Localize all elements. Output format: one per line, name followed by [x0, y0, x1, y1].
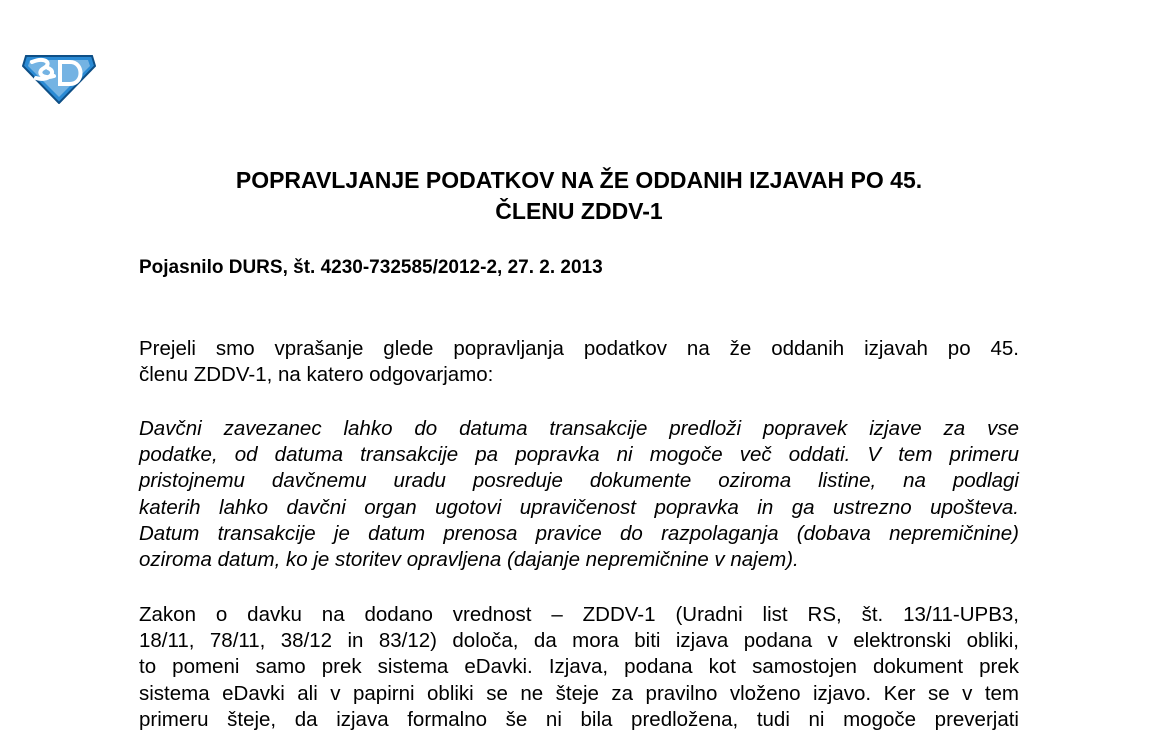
sd-shield-logo-icon [22, 50, 96, 104]
text-line: pristojnemu davčnemu uradu posreduje dokumente oziroma listine, na podlagi [139, 469, 1019, 493]
document-subtitle: Pojasnilo DURS, št. 4230-732585/2012-2, 27. 2. 2013 [139, 257, 603, 278]
title-line: POPRAVLJANJE PODATKOV NA ŽE ODDANIH IZJAVAH PO 45. [235, 167, 923, 193]
text-line: podatke, od datuma transakcije pa popravka ni mogoče več oddati. V tem primeru [139, 443, 1019, 467]
text-line: to pomeni samo prek sistema eDavki. Izjava, podana kot samostojen dokument prek [139, 655, 1019, 679]
text-line: katerih lahko davčni organ ugotovi upravičenost popravka in ga ustrezno upošteva. [139, 495, 1019, 519]
text-line: Prejeli smo vprašanje glede popravljanja podatkov na že oddanih izjavah po 45. [139, 337, 1019, 360]
document-title [139, 165, 1019, 227]
title-line: ČLENU ZDDV-1 [495, 198, 663, 224]
text-line: oziroma datum, ko je storitev opravljena (dajanje nepremičnine v najem). [139, 548, 799, 572]
text-line: Datum transakcije je datum prenosa pravice do razpolaganja (dobava nepremičnine) [139, 521, 1019, 545]
text-line: primeru šteje, da izjava formalno še ni bila predložena, tudi ni mogoče preverjati [139, 707, 1019, 731]
paragraph-1 [139, 336, 1019, 388]
paragraph-2-italic [139, 416, 1019, 573]
paragraph-3 [139, 602, 1019, 733]
text-line: 18/11, 78/11, 38/12 in 83/12) določa, da mora biti izjava podana v elektronski obliki, [139, 629, 1019, 653]
text-line: členu ZDDV-1, na katero odgovarjamo: [139, 363, 494, 387]
text-line: sistema eDavki ali v papirni obliki se ne šteje za pravilno vloženo izjavo. Ker se v tem [139, 681, 1019, 705]
text-line: Davčni zavezanec lahko do datuma transakcije predloži popravek izjave za vse [139, 417, 1019, 440]
text-line: Zakon o davku na dodano vrednost – ZDDV-1 (Uradni list RS, št. 13/11-UPB3, [139, 603, 1019, 626]
